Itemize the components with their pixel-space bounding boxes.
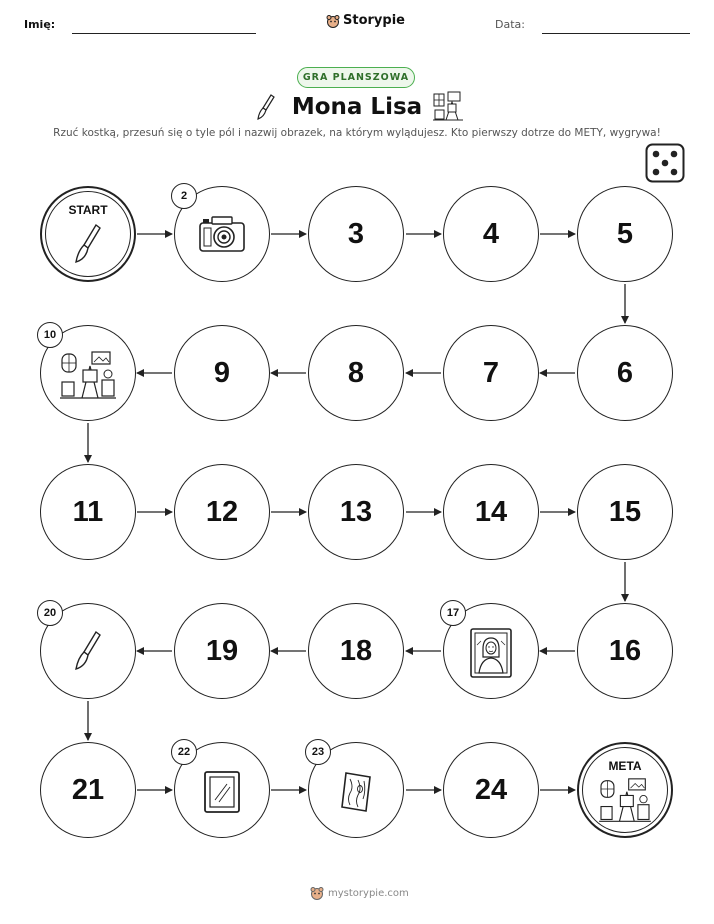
board-cell-15[interactable] [577,464,673,560]
page-title: Mona Lisa [291,94,423,120]
cell-number: 9 [213,356,231,389]
picture-frame-icon [203,770,241,814]
finish-label: META [608,759,642,773]
cell-number: 8 [347,356,365,389]
board-cell-4[interactable] [443,186,539,282]
cell-number: 7 [482,356,500,389]
cell-number-tag: 17 [440,600,466,626]
footer [310,886,409,900]
board-cell-5[interactable] [577,186,673,282]
name-label: Imię: [24,18,56,31]
board-cell-13[interactable] [308,464,404,560]
date-label: Data: [495,18,525,31]
board-cell-19[interactable] [174,603,270,699]
board-cell-14[interactable] [443,464,539,560]
cell-number: 19 [205,634,239,667]
cell-number: 13 [339,495,373,528]
board-cell-6[interactable] [577,325,673,421]
game-type-badge: GRA PLANSZOWA [297,67,415,88]
board-cell-7[interactable] [443,325,539,421]
board-cell-9[interactable] [174,325,270,421]
art-studio-icon [597,777,653,825]
cell-number: 6 [616,356,634,389]
cell-number: 16 [608,634,642,667]
board-cell-8[interactable] [308,325,404,421]
cell-number: 4 [482,217,500,250]
footer-url: mystorypie.com [328,887,409,899]
storypie-mascot-icon [310,886,324,900]
paintbrush-icon [71,629,105,673]
board-cell-24[interactable] [443,742,539,838]
board-cell-18[interactable] [308,603,404,699]
cell-number: 21 [71,773,105,806]
start-label: START [68,203,108,217]
cell-number: 18 [339,634,373,667]
cell-number: 3 [347,217,365,250]
cell-number: 14 [474,495,508,528]
cell-number-tag: 10 [37,322,63,348]
board-cell-21[interactable] [40,742,136,838]
board-cell-23[interactable] [308,742,404,838]
cell-number-tag: 22 [171,739,197,765]
board-cell-17[interactable] [443,603,539,699]
instructions: Rzuć kostką, przesuń się o tyle pól i nazwij obrazek, na którym wylądujesz. Kto pierwszy dotrze do METY, wygrywa! [53,127,661,139]
board-cell-22[interactable] [174,742,270,838]
board-cell-16[interactable] [577,603,673,699]
board-cell-3[interactable] [308,186,404,282]
board-cell-2[interactable] [174,186,270,282]
cell-number-tag: 2 [171,183,197,209]
board-cell-finish[interactable] [577,742,673,838]
cell-number: 12 [205,495,239,528]
board-cell-start[interactable] [40,186,136,282]
paintbrush-icon [71,222,105,266]
cell-number: 11 [72,495,104,528]
board-cell-11[interactable] [40,464,136,560]
camera-icon [197,214,247,254]
wood-plank-icon [336,769,376,815]
cell-number: 24 [474,773,508,806]
cell-number: 5 [616,217,634,250]
brand-name: Storypie [343,13,405,28]
cell-number: 15 [608,495,642,528]
mona-lisa-painting-icon [469,627,513,679]
board-cell-20[interactable] [40,603,136,699]
cell-number-tag: 20 [37,600,63,626]
cell-number-tag: 23 [305,739,331,765]
board-cell-10[interactable] [40,325,136,421]
art-studio-icon [58,350,118,402]
board-cell-12[interactable] [174,464,270,560]
